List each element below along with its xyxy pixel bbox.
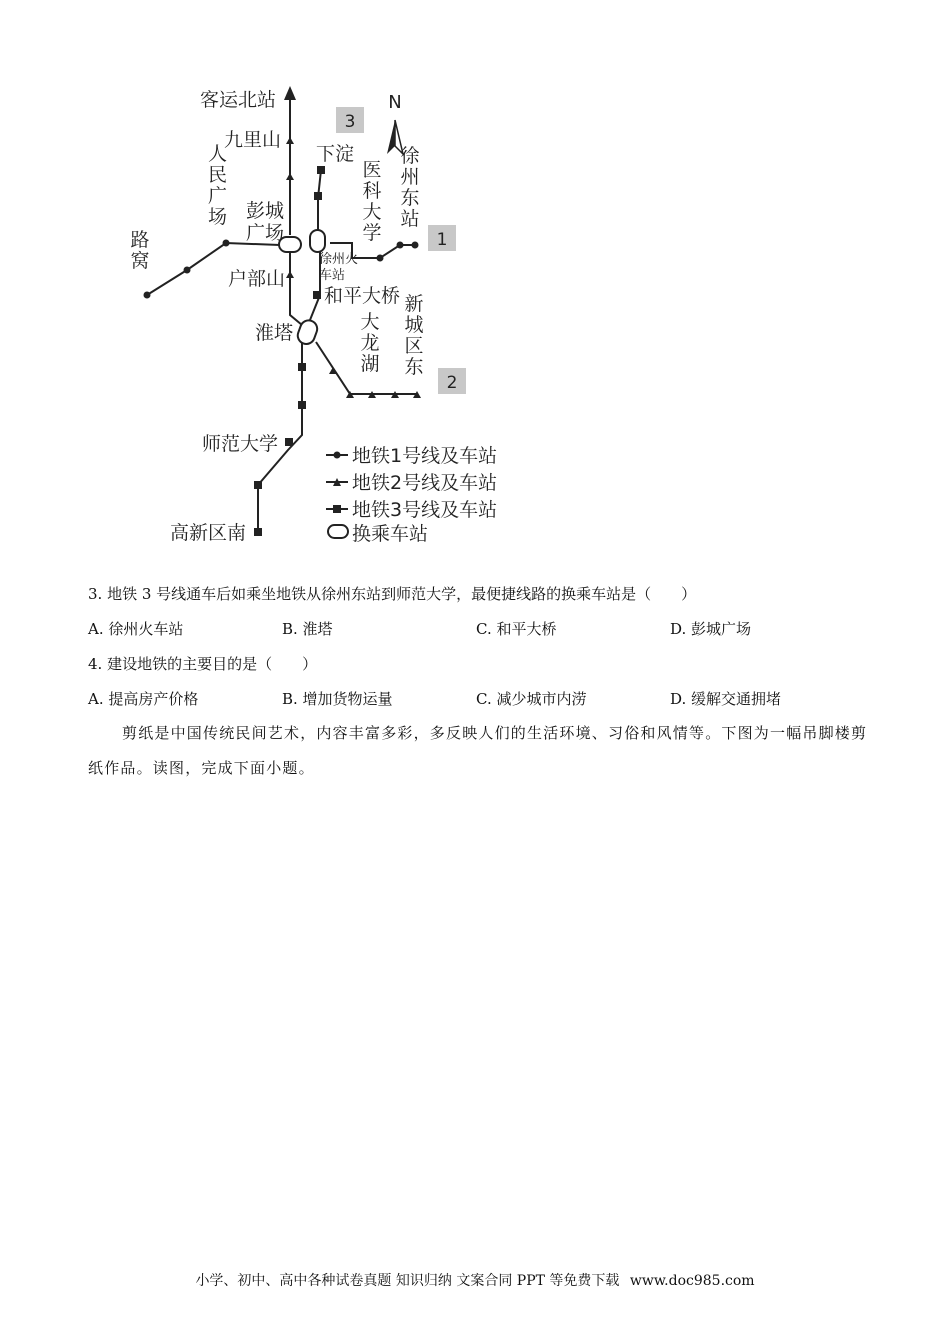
legend-line3 xyxy=(326,499,497,521)
station-line3-s1 xyxy=(298,363,306,371)
passage-text: 剪纸是中国传统民间艺术，内容丰富多彩，多反映人们的生活环境、习俗和风情等。下图为一幅吊脚楼剪纸作品。读图，完成下面小题。 xyxy=(88,724,868,777)
station-gaoxinqu-nan xyxy=(254,528,262,536)
station-yike-daxue xyxy=(377,255,384,262)
question-3-stem: 3. 地铁 3 号线通车后如乘坐地铁从徐州东站到师范大学，最便捷线路的换乘车站是（ ） xyxy=(88,585,697,603)
label-hubushan: 户部山 xyxy=(228,268,286,290)
label-xiadian: 下淀 xyxy=(316,143,355,165)
legend xyxy=(326,445,497,545)
transfer-xuzhou-huochezhan xyxy=(310,230,325,252)
label-keyun-bei: 客运北站 xyxy=(200,89,277,111)
north-label: N xyxy=(388,92,402,113)
legend-line2 xyxy=(326,472,497,494)
question-3-option-a: A. 徐州火车站 xyxy=(88,620,184,638)
line-badge-1 xyxy=(428,225,456,251)
footer xyxy=(0,1270,950,1290)
station-luwo xyxy=(144,292,151,299)
label-renmin-guangchang: 人民广场 xyxy=(207,143,229,228)
station-heping-daqiao xyxy=(313,291,321,299)
question-3-option-d: D. 彭城广场 xyxy=(670,620,752,638)
label-pengcheng-guangchang: 彭城广场 xyxy=(246,200,285,244)
svg-text:地铁2号线及车站: 地铁2号线及车站 xyxy=(352,472,498,494)
station-line1-east-a xyxy=(397,242,404,249)
question-4-option-c: C. 减少城市内涝 xyxy=(476,690,587,708)
station-line1-mid xyxy=(184,267,191,274)
svg-text:地铁3号线及车站: 地铁3号线及车站 xyxy=(352,499,498,521)
svg-text:1: 1 xyxy=(436,230,448,250)
station-renmin-guangchang xyxy=(223,240,230,247)
question-3-option-c: C. 和平大桥 xyxy=(476,620,557,638)
question-4-option-b: B. 增加货物运量 xyxy=(282,690,393,708)
svg-text:换乘车站: 换乘车站 xyxy=(352,523,429,545)
question-4-option-d: D. 缓解交通拥堵 xyxy=(670,690,782,708)
svg-text:3: 3 xyxy=(344,112,356,132)
station-xuzhou-dongzhan xyxy=(412,242,419,249)
label-huaita: 淮塔 xyxy=(255,322,294,344)
label-jiulishan: 九里山 xyxy=(224,129,282,151)
station-jiulishan xyxy=(286,137,294,144)
line-badge-2 xyxy=(438,368,466,394)
station-xiadian xyxy=(317,166,325,174)
station-line3-s2 xyxy=(298,401,306,409)
label-xuzhou-huochezhan-stacked: 徐州火车站 xyxy=(319,252,359,283)
footer-url: www.doc985.com xyxy=(629,1273,755,1289)
subway-map xyxy=(110,80,530,550)
svg-text:2: 2 xyxy=(446,373,458,393)
question-4-stem: 4. 建设地铁的主要目的是（ ） xyxy=(88,655,318,673)
label-heping-daqiao: 和平大桥 xyxy=(324,285,401,307)
arrow-north-keyun xyxy=(284,86,296,100)
station-line3-s3 xyxy=(254,481,262,489)
svg-text:地铁1号线及车站: 地铁1号线及车站 xyxy=(352,445,498,467)
legend-line1 xyxy=(326,445,497,467)
label-xinchengqu-dong: 新城区东 xyxy=(404,293,424,378)
legend-transfer xyxy=(328,523,428,545)
label-gaoxinqu-nan: 高新区南 xyxy=(170,522,247,544)
footer-text: 小学、初中、高中各种试卷真题 知识归纳 文案合同 PPT 等免费下载 xyxy=(195,1273,620,1289)
line-badge-3 xyxy=(336,107,364,133)
station-hubushan xyxy=(286,271,294,278)
station-line3-north xyxy=(314,192,322,200)
station-shifan-daxue xyxy=(285,438,293,446)
question-4-option-a: A. 提高房产价格 xyxy=(88,690,199,708)
station-line2-north xyxy=(286,173,294,180)
label-dalonghu: 大龙湖 xyxy=(360,311,380,375)
label-luwo: 路窝 xyxy=(130,229,150,272)
label-yike-daxue: 医科大学 xyxy=(362,159,382,244)
label-xuzhou-dongzhan: 徐州东站 xyxy=(400,145,420,230)
label-shifan-daxue: 师范大学 xyxy=(202,433,279,455)
passage xyxy=(88,716,868,786)
question-3-option-b: B. 淮塔 xyxy=(282,620,333,638)
